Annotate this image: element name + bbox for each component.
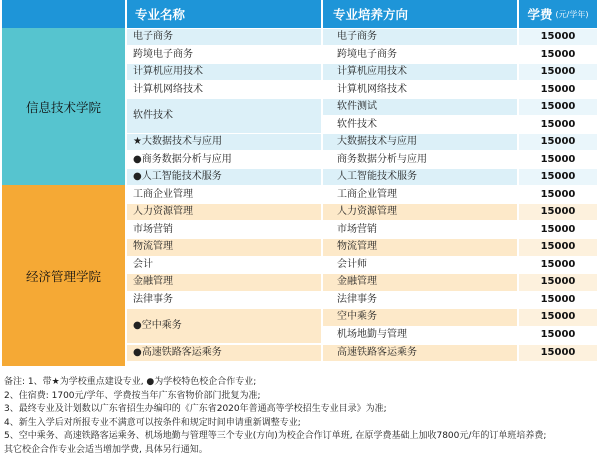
cell-fee: 15000	[519, 222, 597, 238]
cell-direction: 计算机网络技术	[323, 82, 517, 98]
cell-major: 人力资源管理	[127, 204, 321, 220]
note-line: 5、空中乘务、高速铁路客运乘务、机场地勤与管理等三个专业(方向)为校企合作订单班, 在原学费基础上加收7800元/年的订单班培养费;	[4, 431, 547, 442]
cell-major: ●人工智能技术服务	[127, 169, 321, 185]
cell-major: 物流管理	[127, 239, 321, 255]
header-direction-label: 专业培养方向	[333, 7, 409, 22]
cell-major: 市场营销	[127, 222, 321, 238]
college-it	[2, 28, 125, 185]
cell-fee: 15000	[519, 169, 597, 185]
cell-major-merged: 软件技术	[127, 99, 321, 133]
cell-direction: 金融管理	[323, 274, 517, 290]
note-line: 4、新生入学后对所报专业不满意可以按条件和规定时间申请重新调整专业;	[4, 417, 301, 428]
cell-fee: 15000	[519, 187, 597, 203]
cell-fee: 15000	[519, 327, 597, 343]
cell-direction: 空中乘务	[323, 309, 517, 325]
cell-fee: 15000	[519, 204, 597, 220]
cell-major: ★大数据技术与应用	[127, 134, 321, 150]
header-fee-label: 学费	[527, 7, 553, 22]
college-it-label: 信息技术学院	[25, 99, 101, 115]
cell-major: 法律事务	[127, 292, 321, 308]
note-line: 3、最终专业及计划数以广东省招生办编印的《广东省2020年普通高等学校招生专业目录》为准;	[4, 404, 387, 415]
header-fee-unit: (元/学年)	[555, 9, 589, 19]
cell-direction: 人力资源管理	[323, 204, 517, 220]
cell-direction: 电子商务	[323, 29, 517, 45]
cell-fee: 15000	[519, 47, 597, 63]
cell-direction: 大数据技术与应用	[323, 134, 517, 150]
cell-direction: 软件技术	[323, 117, 517, 133]
cell-major: 电子商务	[127, 29, 321, 45]
cell-major: 金融管理	[127, 274, 321, 290]
cell-fee: 15000	[519, 309, 597, 325]
cell-direction: 人工智能技术服务	[323, 169, 517, 185]
cell-direction: 跨境电子商务	[323, 47, 517, 63]
cell-direction: 工商企业管理	[323, 187, 517, 203]
cell-direction: 高速铁路客运乘务	[323, 345, 517, 361]
cell-fee: 15000	[519, 134, 597, 150]
cell-fee: 15000	[519, 257, 597, 273]
cell-major: 会计	[127, 257, 321, 273]
cell-fee: 15000	[519, 274, 597, 290]
header-major	[127, 0, 321, 28]
cell-direction: 会计师	[323, 257, 517, 273]
cell-direction: 物流管理	[323, 239, 517, 255]
cell-fee: 15000	[519, 152, 597, 168]
cell-fee: 15000	[519, 99, 597, 115]
notes	[4, 376, 598, 458]
cell-major-merged: ●空中乘务	[127, 309, 321, 343]
cell-major: ●商务数据分析与应用	[127, 152, 321, 168]
header-fee	[519, 0, 597, 28]
cell-fee: 15000	[519, 82, 597, 98]
header-direction	[323, 0, 517, 28]
cell-major: 工商企业管理	[127, 187, 321, 203]
cell-major: 跨境电子商务	[127, 47, 321, 63]
cell-fee: 15000	[519, 345, 597, 361]
cell-major: ●高速铁路客运乘务	[127, 345, 321, 361]
header-blank	[2, 0, 125, 28]
note-line: 其它校企合作专业会适当增加学费, 具体另行通知。	[4, 444, 208, 455]
cell-fee: 15000	[519, 64, 597, 80]
college-em	[2, 185, 125, 366]
college-em-label: 经济管理学院	[25, 268, 101, 284]
cell-major: 计算机网络技术	[127, 82, 321, 98]
cell-direction: 计算机应用技术	[323, 64, 517, 80]
cell-fee: 15000	[519, 29, 597, 45]
cell-fee: 15000	[519, 292, 597, 308]
cell-direction: 商务数据分析与应用	[323, 152, 517, 168]
cell-direction: 法律事务	[323, 292, 517, 308]
header-major-label: 专业名称	[135, 7, 186, 22]
cell-direction: 机场地勤与管理	[323, 327, 517, 343]
cell-direction: 软件测试	[323, 99, 517, 115]
cell-direction: 市场营销	[323, 222, 517, 238]
note-line: 2、住宿费: 1700元/学年、学费按当年广东省物价部门批复为准;	[4, 390, 261, 401]
cell-fee: 15000	[519, 239, 597, 255]
cell-major: 计算机应用技术	[127, 64, 321, 80]
note-line: 备注: 1、带★为学校重点建设专业, ●为学校特色校企合作专业;	[4, 377, 257, 387]
cell-fee: 15000	[519, 117, 597, 133]
